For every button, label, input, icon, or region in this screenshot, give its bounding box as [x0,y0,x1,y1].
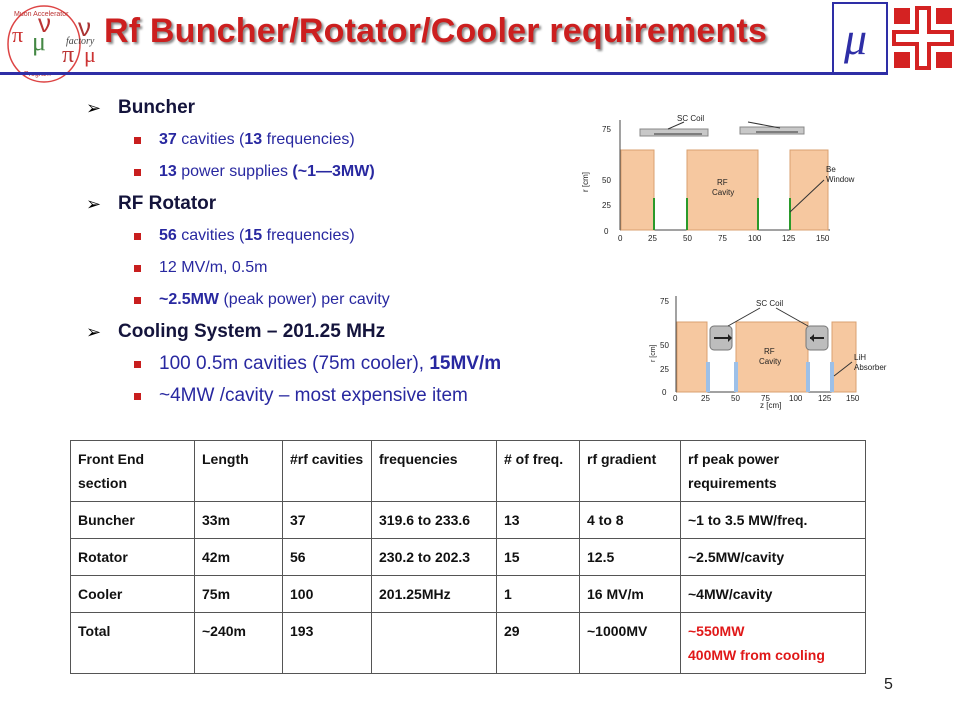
y-tick: 50 [602,176,611,185]
sub-bullet: 37 cavities (13 frequencies) [86,124,606,156]
table-cell: 16 MV/m [580,576,681,613]
svg-text:π: π [12,22,24,47]
sub-bullet: ~2.5MW (peak power) per cavity [86,284,606,316]
y-tick: 0 [604,227,609,236]
window-label: Window [826,175,855,184]
requirements-table [70,440,866,674]
table-cell [372,613,497,674]
square-bullet-icon [134,361,141,368]
y-axis-label: r [cm] [581,172,590,192]
sub-bullet: ~4MW /cavity – most expensive item [86,380,606,412]
x-tick: 75 [761,394,770,403]
table-row [71,576,866,613]
table-cell: 37 [283,502,372,539]
total-power-note: 400MW from cooling [688,647,825,663]
table-cell: 42m [195,539,283,576]
column-header: #rf cavities [283,441,372,502]
square-bullet-icon [134,297,141,304]
table-cell: 201.25MHz [372,576,497,613]
table-row [71,539,866,576]
square-bullet-icon [134,169,141,176]
table-row-total [71,613,866,674]
sc-coil-label: SC Coil [677,114,705,123]
svg-text:ν: ν [78,12,91,42]
svg-text:μ: μ [844,13,868,64]
rf-label: RF [764,347,775,356]
cavity-label: Cavity [712,188,735,197]
table-cell: Total [71,613,195,674]
table-cell: 75m [195,576,283,613]
absorber-label: Absorber [854,363,887,372]
column-header: Front End section [71,441,195,502]
arrow-bullet-icon: ➢ [86,321,102,342]
bullet-cooling-system [86,316,606,348]
arrow-bullet-icon: ➢ [86,97,102,118]
y-tick: 25 [602,201,611,210]
total-power: ~550MW [688,623,745,639]
sub-bullet: 12 MV/m, 0.5m [86,252,606,284]
table-header-row [71,441,866,502]
table-cell: 15 [497,539,580,576]
table-cell [681,613,866,674]
x-tick: 50 [683,234,692,243]
y-tick: 75 [602,125,611,134]
table-cell: 56 [283,539,372,576]
table-cell: 4 to 8 [580,502,681,539]
svg-text:μ: μ [32,27,46,56]
rf-label: RF [717,178,728,187]
table-cell: 193 [283,613,372,674]
table-cell: Buncher [71,502,195,539]
svg-text:ν: ν [38,8,51,38]
bullet-label: Cooling System – 201.25 MHz [118,321,386,342]
column-header: rf gradient [580,441,681,502]
title-divider [0,72,888,75]
x-tick: 125 [818,394,832,403]
cavity-label: Cavity [759,357,782,366]
square-bullet-icon [134,393,141,400]
sub-bullet: 13 power supplies (~1—3MW) [86,156,606,188]
x-tick: 0 [673,394,678,403]
page-title: Rf Buncher/Rotator/Cooler requirements [104,12,768,50]
bullet-buncher [86,92,606,124]
table-cell: 230.2 to 202.3 [372,539,497,576]
table-cell: 13 [497,502,580,539]
square-bullet-icon [134,137,141,144]
page-number: 5 [884,676,893,693]
table-cell: 33m [195,502,283,539]
lih-label: LiH [854,353,867,362]
table-cell: ~1 to 3.5 MW/freq. [681,502,866,539]
x-tick: 50 [731,394,740,403]
table-cell: 1 [497,576,580,613]
y-tick: 75 [660,297,669,306]
column-header: rf peak power requirements [681,441,866,502]
x-tick: 25 [648,234,657,243]
table-cell: ~240m [195,613,283,674]
table-cell: 319.6 to 233.6 [372,502,497,539]
square-bullet-icon [134,265,141,272]
svg-text:μ: μ [84,42,96,67]
y-axis-label: r [cm] [650,344,657,362]
arrow-bullet-icon: ➢ [86,193,102,214]
x-tick: 150 [816,234,830,243]
cooler-cell-diagram [650,290,890,410]
sub-bullet: 56 cavities (15 frequencies) [86,220,606,252]
table-cell: Cooler [71,576,195,613]
table-cell: ~2.5MW/cavity [681,539,866,576]
fermilab-logo [890,2,956,74]
x-tick: 125 [782,234,796,243]
y-tick: 50 [660,341,669,350]
logo-text-top: Muon Accelerator [14,11,69,18]
bullet-list [86,92,606,412]
bullet-label: Buncher [118,97,196,118]
table-cell: 29 [497,613,580,674]
be-label: Be [826,165,836,174]
column-header: frequencies [372,441,497,502]
table-cell: 12.5 [580,539,681,576]
sub-bullet: 100 0.5m cavities (75m cooler), 15MV/m [86,348,606,380]
mu-logo [832,2,888,74]
x-tick: 100 [789,394,803,403]
buncher-cell-diagram [580,100,855,250]
column-header: # of freq. [497,441,580,502]
sc-coil-label: SC Coil [756,299,784,308]
bullet-rf-rotator [86,188,606,220]
x-tick: 100 [748,234,762,243]
table-row [71,502,866,539]
x-axis-label: z [cm] [760,401,782,410]
column-header: Length [195,441,283,502]
bullet-label: RF Rotator [118,193,217,214]
x-tick: 0 [618,234,623,243]
y-tick: 0 [662,388,667,397]
table-cell: 100 [283,576,372,613]
square-bullet-icon [134,233,141,240]
x-tick: 75 [718,234,727,243]
x-tick: 150 [846,394,860,403]
table-cell: ~4MW/cavity [681,576,866,613]
table-cell: Rotator [71,539,195,576]
x-tick: 25 [701,394,710,403]
y-tick: 25 [660,365,669,374]
logo-text-factory: factory [66,36,95,47]
table-cell: ~1000MV [580,613,681,674]
svg-text:π: π [62,42,75,68]
